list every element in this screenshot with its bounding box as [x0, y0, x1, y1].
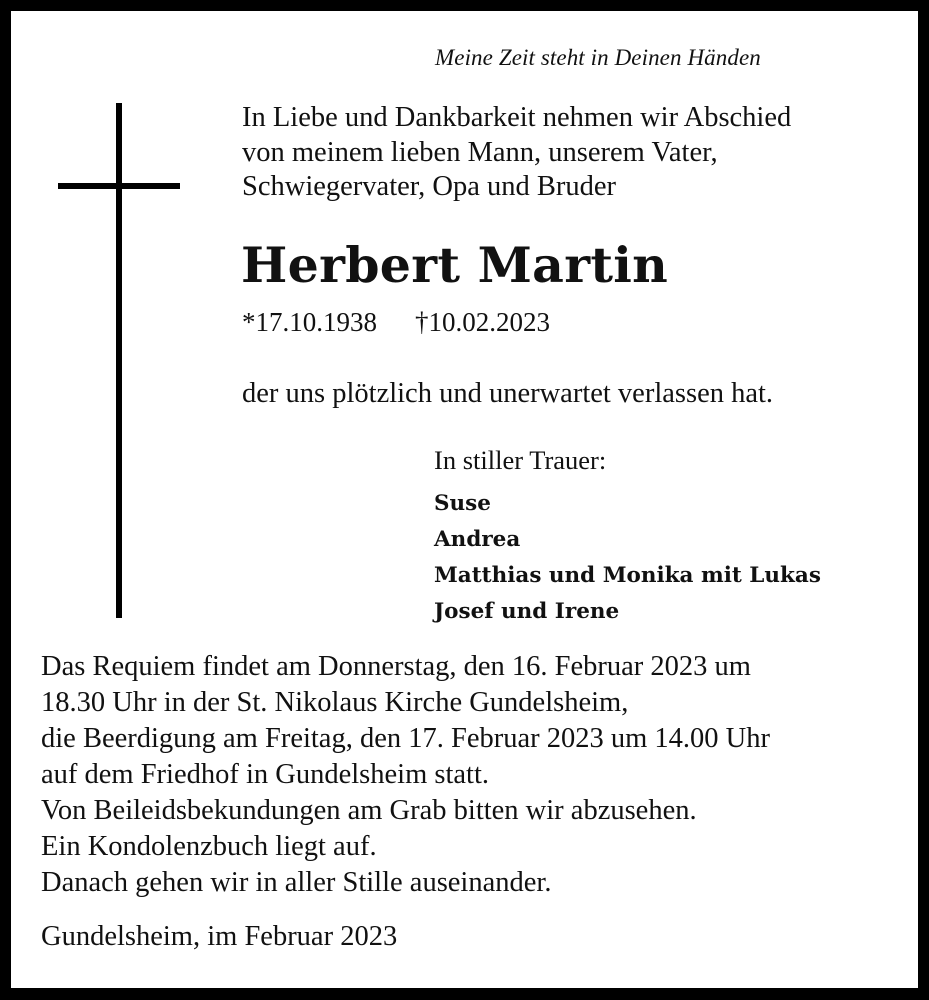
details-line: 18.30 Uhr in der St. Nikolaus Kirche Gundelsheim,	[41, 687, 629, 718]
death-date: †10.02.2023	[415, 307, 550, 337]
details-line: Danach gehen wir in aller Stille auseinander.	[41, 867, 552, 898]
cross-horizontal-beam	[58, 183, 180, 189]
cross-vertical-beam	[116, 103, 122, 618]
mourner: Matthias und Monika mit Lukas	[434, 563, 821, 588]
mourner: Josef und Irene	[434, 599, 620, 624]
place-and-date: Gundelsheim, im Februar 2023	[41, 921, 398, 952]
intro-line: Schwiegervater, Opa und Bruder	[242, 171, 616, 202]
circumstance-text: der uns plötzlich und unerwartet verlassen hat.	[242, 378, 774, 409]
details-line: Das Requiem findet am Donnerstag, den 16. Februar 2023 um	[41, 651, 751, 682]
intro-line: von meinem lieben Mann, unserem Vater,	[242, 136, 718, 168]
obituary-notice	[11, 11, 918, 988]
life-dates	[242, 305, 550, 339]
details-line: auf dem Friedhof in Gundelsheim statt.	[41, 759, 489, 790]
birth-date: *17.10.1938	[242, 307, 377, 337]
details-line: Von Beileidsbekundungen am Grab bitten wir abzusehen.	[41, 795, 697, 826]
motto-verse: Meine Zeit steht in Deinen Händen	[435, 45, 761, 70]
mourner: Andrea	[434, 527, 521, 552]
mourner: Suse	[434, 491, 491, 516]
mourners-list	[434, 486, 821, 630]
intro-text	[242, 101, 902, 205]
details-line: die Beerdigung am Freitag, den 17. Februar 2023 um 14.00 Uhr	[41, 723, 770, 754]
mourning-label: In stiller Trauer:	[434, 445, 607, 475]
deceased-name: Herbert Martin	[241, 236, 669, 294]
service-details	[41, 649, 770, 901]
details-line: Ein Kondolenzbuch liegt auf.	[41, 831, 377, 862]
intro-line: In Liebe und Dankbarkeit nehmen wir Abschied	[242, 102, 792, 133]
